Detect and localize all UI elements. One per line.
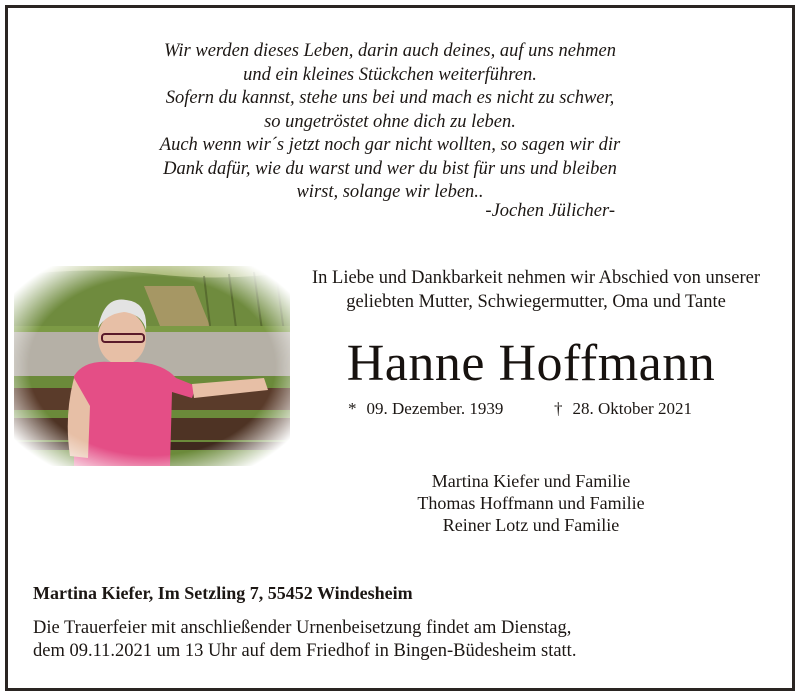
notice-line: dem 09.11.2021 um 13 Uhr auf dem Friedhof in Bingen-Büdesheim statt.	[33, 641, 577, 661]
deceased-name: Hanne Hoffmann	[346, 335, 716, 392]
poem-line: wirst, solange wir leben..	[296, 182, 484, 202]
poem-line: und ein kleines Stückchen weiterführen.	[243, 64, 537, 85]
mourner: Reiner Lotz und Familie	[442, 515, 620, 535]
poem-line: Auch wenn wir´s jetzt noch gar nicht wollten, so sagen wir dir	[159, 135, 621, 155]
mourners-list	[292, 470, 770, 536]
mourner: Thomas Hoffmann und Familie	[417, 493, 645, 513]
mourner: Martina Kiefer und Familie	[431, 471, 631, 491]
poem-line: Sofern du kannst, stehe uns bei und mach es nicht zu schwer,	[165, 88, 615, 108]
birth-star-icon: *	[348, 399, 357, 418]
poem-author: -Jochen Jülicher-	[485, 201, 615, 221]
poem-line: so ungetröstet ohne dich zu leben.	[264, 111, 516, 132]
poem-line: Wir werden dieses Leben, darin auch deines, auf uns nehmen	[164, 41, 616, 61]
funeral-notice	[33, 617, 773, 663]
poem-line: Dank dafür, wie du warst und wer du bist für uns und bleiben	[163, 158, 617, 179]
death-date	[554, 399, 692, 419]
death-cross-icon: †	[554, 399, 563, 418]
intro-line: geliebten Mutter, Schwiegermutter, Oma und Tante	[346, 292, 726, 312]
death-date-text: 28. Oktober 2021	[572, 399, 692, 418]
contact-address: Martina Kiefer, Im Setzling 7, 55452 Windesheim	[33, 583, 413, 603]
intro-line: In Liebe und Dankbarkeit nehmen wir Abschied von unserer	[312, 268, 760, 288]
portrait-photo	[14, 266, 290, 466]
poem	[80, 40, 700, 205]
birth-date-text: 09. Dezember. 1939	[366, 399, 504, 418]
notice-line: Die Trauerfeier mit anschließender Urnenbeisetzung findet am Dienstag,	[33, 618, 572, 638]
birth-date	[348, 399, 503, 419]
intro-text	[292, 266, 780, 314]
